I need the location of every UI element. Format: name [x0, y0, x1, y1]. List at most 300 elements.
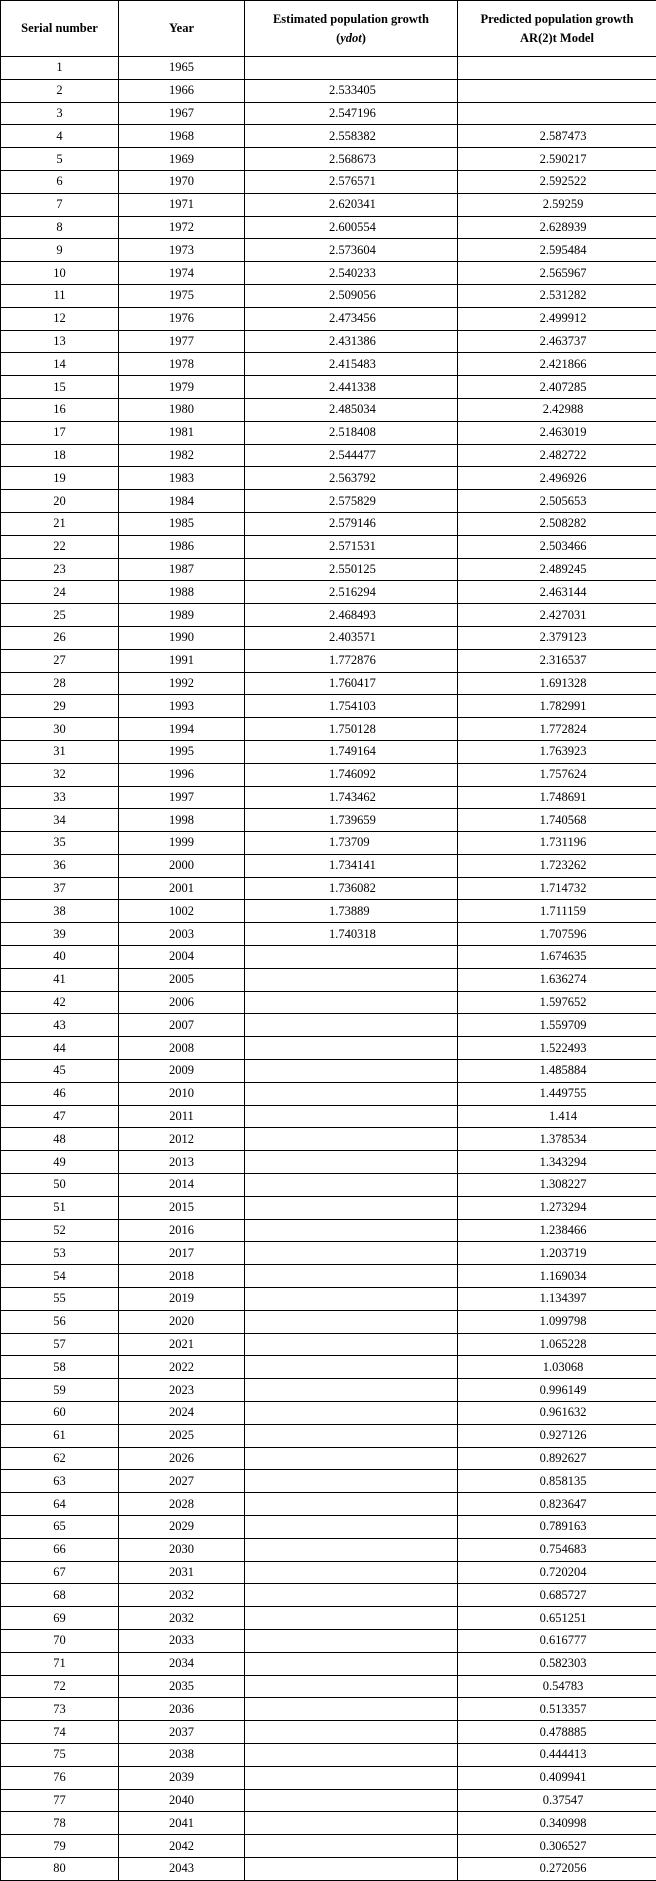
- table-row: [1, 649, 656, 672]
- cell-serial-number: 13: [1, 330, 119, 353]
- table-row: [1, 535, 656, 558]
- cell-predicted-growth: [458, 57, 656, 80]
- cell-year: 1982: [119, 444, 245, 467]
- cell-predicted-growth: 1.065228: [458, 1333, 656, 1356]
- cell-predicted-growth: 0.892627: [458, 1447, 656, 1470]
- cell-year: 2003: [119, 923, 245, 946]
- cell-predicted-growth: 2.595484: [458, 239, 656, 262]
- cell-predicted-growth: 2.505653: [458, 490, 656, 513]
- table-row: [1, 740, 656, 763]
- cell-estimated-growth: [245, 57, 458, 80]
- cell-year: 1970: [119, 170, 245, 193]
- header-estimated-symbol-wrap: (ydot): [336, 31, 366, 45]
- cell-predicted-growth: 1.691328: [458, 672, 656, 695]
- cell-serial-number: 41: [1, 968, 119, 991]
- cell-estimated-growth: [245, 1174, 458, 1197]
- cell-predicted-growth: 2.587473: [458, 125, 656, 148]
- cell-serial-number: 30: [1, 718, 119, 741]
- table-row: [1, 148, 656, 171]
- cell-serial-number: 76: [1, 1766, 119, 1789]
- cell-estimated-growth: 2.403571: [245, 626, 458, 649]
- table-row: [1, 1516, 656, 1539]
- cell-serial-number: 21: [1, 512, 119, 535]
- cell-predicted-growth: 1.449755: [458, 1082, 656, 1105]
- table-row: [1, 877, 656, 900]
- cell-serial-number: 32: [1, 763, 119, 786]
- cell-estimated-growth: 2.568673: [245, 148, 458, 171]
- cell-estimated-growth: 1.734141: [245, 854, 458, 877]
- cell-year: 1985: [119, 512, 245, 535]
- table-row: [1, 1812, 656, 1835]
- table-row: [1, 991, 656, 1014]
- table-row: [1, 125, 656, 148]
- cell-year: 2022: [119, 1356, 245, 1379]
- cell-year: 2029: [119, 1516, 245, 1539]
- header-estimated-symbol: ydot: [340, 31, 362, 45]
- cell-estimated-growth: [245, 1584, 458, 1607]
- table-row: [1, 1174, 656, 1197]
- cell-predicted-growth: 2.316537: [458, 649, 656, 672]
- cell-serial-number: 2: [1, 79, 119, 102]
- cell-predicted-growth: 0.409941: [458, 1766, 656, 1789]
- table-row: [1, 1538, 656, 1561]
- cell-predicted-growth: 2.590217: [458, 148, 656, 171]
- cell-estimated-growth: [245, 1219, 458, 1242]
- table-body: [1, 57, 656, 1881]
- cell-year: 2018: [119, 1265, 245, 1288]
- cell-estimated-growth: 2.518408: [245, 421, 458, 444]
- cell-year: 2042: [119, 1835, 245, 1858]
- table-row: [1, 1470, 656, 1493]
- cell-estimated-growth: [245, 1379, 458, 1402]
- cell-estimated-growth: [245, 991, 458, 1014]
- cell-serial-number: 72: [1, 1675, 119, 1698]
- cell-year: 1973: [119, 239, 245, 262]
- cell-year: 1969: [119, 148, 245, 171]
- cell-predicted-growth: 0.513357: [458, 1698, 656, 1721]
- cell-serial-number: 70: [1, 1629, 119, 1652]
- table-row: [1, 57, 656, 80]
- cell-serial-number: 37: [1, 877, 119, 900]
- cell-predicted-growth: 1.378534: [458, 1128, 656, 1151]
- table-row: [1, 79, 656, 102]
- cell-year: 1966: [119, 79, 245, 102]
- cell-year: 2025: [119, 1424, 245, 1447]
- cell-serial-number: 54: [1, 1265, 119, 1288]
- cell-year: 1979: [119, 376, 245, 399]
- cell-estimated-growth: 1.73709: [245, 832, 458, 855]
- cell-serial-number: 38: [1, 900, 119, 923]
- cell-estimated-growth: 2.516294: [245, 581, 458, 604]
- cell-predicted-growth: 0.789163: [458, 1516, 656, 1539]
- cell-serial-number: 27: [1, 649, 119, 672]
- cell-estimated-growth: [245, 1675, 458, 1698]
- table-row: [1, 1356, 656, 1379]
- cell-serial-number: 49: [1, 1151, 119, 1174]
- cell-serial-number: 9: [1, 239, 119, 262]
- cell-predicted-growth: 1.740568: [458, 809, 656, 832]
- cell-serial-number: 14: [1, 353, 119, 376]
- cell-predicted-growth: 0.340998: [458, 1812, 656, 1835]
- table-row: [1, 1310, 656, 1333]
- cell-year: 2039: [119, 1766, 245, 1789]
- cell-year: 1995: [119, 740, 245, 763]
- cell-estimated-growth: [245, 1333, 458, 1356]
- cell-predicted-growth: 1.273294: [458, 1196, 656, 1219]
- table-row: [1, 558, 656, 581]
- cell-serial-number: 73: [1, 1698, 119, 1721]
- cell-estimated-growth: [245, 1265, 458, 1288]
- cell-estimated-growth: 2.533405: [245, 79, 458, 102]
- cell-predicted-growth: 0.754683: [458, 1538, 656, 1561]
- cell-estimated-growth: [245, 1037, 458, 1060]
- cell-year: 1984: [119, 490, 245, 513]
- table-row: [1, 763, 656, 786]
- cell-serial-number: 44: [1, 1037, 119, 1060]
- table-row: [1, 1675, 656, 1698]
- cell-year: 2032: [119, 1584, 245, 1607]
- cell-year: 1999: [119, 832, 245, 855]
- table-row: [1, 1424, 656, 1447]
- cell-serial-number: 55: [1, 1288, 119, 1311]
- cell-predicted-growth: 1.711159: [458, 900, 656, 923]
- cell-estimated-growth: 1.73889: [245, 900, 458, 923]
- cell-serial-number: 68: [1, 1584, 119, 1607]
- cell-serial-number: 24: [1, 581, 119, 604]
- cell-serial-number: 1: [1, 57, 119, 80]
- cell-year: 1989: [119, 604, 245, 627]
- cell-year: 2030: [119, 1538, 245, 1561]
- cell-estimated-growth: [245, 1196, 458, 1219]
- cell-predicted-growth: 2.427031: [458, 604, 656, 627]
- cell-estimated-growth: 2.576571: [245, 170, 458, 193]
- table-row: [1, 695, 656, 718]
- table-row: [1, 1766, 656, 1789]
- cell-predicted-growth: 1.674635: [458, 946, 656, 969]
- table-row: [1, 1857, 656, 1880]
- table-row: [1, 1333, 656, 1356]
- table-row: [1, 923, 656, 946]
- cell-predicted-growth: 1.099798: [458, 1310, 656, 1333]
- table-row: [1, 809, 656, 832]
- cell-estimated-growth: [245, 1766, 458, 1789]
- cell-serial-number: 7: [1, 193, 119, 216]
- cell-serial-number: 33: [1, 786, 119, 809]
- cell-predicted-growth: 1.343294: [458, 1151, 656, 1174]
- cell-serial-number: 46: [1, 1082, 119, 1105]
- header-predicted-growth: [458, 1, 656, 57]
- cell-predicted-growth: 1.559709: [458, 1014, 656, 1037]
- cell-predicted-growth: 0.720204: [458, 1561, 656, 1584]
- table-row: [1, 1288, 656, 1311]
- cell-predicted-growth: 1.169034: [458, 1265, 656, 1288]
- cell-estimated-growth: 2.547196: [245, 102, 458, 125]
- cell-serial-number: 51: [1, 1196, 119, 1219]
- cell-year: 2001: [119, 877, 245, 900]
- header-predicted-model: AR(2)t Model: [520, 31, 594, 45]
- cell-year: 2024: [119, 1402, 245, 1425]
- table-header: [1, 1, 656, 57]
- table-row: [1, 1629, 656, 1652]
- cell-estimated-growth: 1.743462: [245, 786, 458, 809]
- cell-year: 1991: [119, 649, 245, 672]
- cell-estimated-growth: [245, 946, 458, 969]
- cell-serial-number: 47: [1, 1105, 119, 1128]
- cell-estimated-growth: [245, 1356, 458, 1379]
- cell-estimated-growth: 2.468493: [245, 604, 458, 627]
- cell-estimated-growth: [245, 1470, 458, 1493]
- cell-year: 1996: [119, 763, 245, 786]
- cell-estimated-growth: [245, 1743, 458, 1766]
- cell-year: 2014: [119, 1174, 245, 1197]
- table-row: [1, 102, 656, 125]
- table-row: [1, 330, 656, 353]
- cell-predicted-growth: 1.597652: [458, 991, 656, 1014]
- cell-estimated-growth: [245, 1060, 458, 1083]
- cell-predicted-growth: 1.723262: [458, 854, 656, 877]
- cell-estimated-growth: [245, 1835, 458, 1858]
- table-row: [1, 1037, 656, 1060]
- cell-predicted-growth: 0.996149: [458, 1379, 656, 1402]
- cell-estimated-growth: 2.441338: [245, 376, 458, 399]
- cell-serial-number: 29: [1, 695, 119, 718]
- cell-predicted-growth: 2.531282: [458, 284, 656, 307]
- cell-predicted-growth: 2.565967: [458, 262, 656, 285]
- table-row: [1, 1105, 656, 1128]
- cell-predicted-growth: 2.463737: [458, 330, 656, 353]
- table-row: [1, 1561, 656, 1584]
- cell-predicted-growth: 1.485884: [458, 1060, 656, 1083]
- cell-serial-number: 78: [1, 1812, 119, 1835]
- cell-year: 2033: [119, 1629, 245, 1652]
- cell-serial-number: 25: [1, 604, 119, 627]
- table-row: [1, 353, 656, 376]
- cell-estimated-growth: [245, 1538, 458, 1561]
- table-row: [1, 1082, 656, 1105]
- cell-predicted-growth: 2.421866: [458, 353, 656, 376]
- cell-year: 1002: [119, 900, 245, 923]
- table-row: [1, 832, 656, 855]
- cell-estimated-growth: 2.415483: [245, 353, 458, 376]
- cell-serial-number: 60: [1, 1402, 119, 1425]
- table-row: [1, 239, 656, 262]
- cell-predicted-growth: 1.772824: [458, 718, 656, 741]
- cell-predicted-growth: 1.203719: [458, 1242, 656, 1265]
- cell-year: 1967: [119, 102, 245, 125]
- cell-serial-number: 19: [1, 467, 119, 490]
- cell-predicted-growth: 2.496926: [458, 467, 656, 490]
- cell-year: 2019: [119, 1288, 245, 1311]
- table-row: [1, 170, 656, 193]
- cell-year: 1993: [119, 695, 245, 718]
- cell-year: 2031: [119, 1561, 245, 1584]
- cell-estimated-growth: 1.750128: [245, 718, 458, 741]
- cell-predicted-growth: 1.636274: [458, 968, 656, 991]
- cell-year: 1980: [119, 398, 245, 421]
- cell-serial-number: 10: [1, 262, 119, 285]
- header-estimated-label: Estimated population growth: [273, 12, 429, 26]
- cell-year: 2005: [119, 968, 245, 991]
- table-row: [1, 1743, 656, 1766]
- cell-estimated-growth: 1.772876: [245, 649, 458, 672]
- table-row: [1, 1379, 656, 1402]
- cell-year: 1997: [119, 786, 245, 809]
- cell-serial-number: 26: [1, 626, 119, 649]
- cell-predicted-growth: 1.707596: [458, 923, 656, 946]
- cell-serial-number: 22: [1, 535, 119, 558]
- cell-estimated-growth: [245, 968, 458, 991]
- header-serial-number: Serial number: [1, 1, 119, 57]
- cell-serial-number: 74: [1, 1721, 119, 1744]
- cell-estimated-growth: [245, 1424, 458, 1447]
- cell-year: 2007: [119, 1014, 245, 1037]
- cell-year: 2016: [119, 1219, 245, 1242]
- cell-serial-number: 6: [1, 170, 119, 193]
- table-row: [1, 1584, 656, 1607]
- table-row: [1, 1242, 656, 1265]
- cell-estimated-growth: [245, 1561, 458, 1584]
- cell-year: 1968: [119, 125, 245, 148]
- cell-serial-number: 43: [1, 1014, 119, 1037]
- cell-serial-number: 64: [1, 1493, 119, 1516]
- cell-predicted-growth: 2.592522: [458, 170, 656, 193]
- cell-predicted-growth: 2.379123: [458, 626, 656, 649]
- cell-predicted-growth: 1.03068: [458, 1356, 656, 1379]
- cell-predicted-growth: 1.414: [458, 1105, 656, 1128]
- table-row: [1, 307, 656, 330]
- table-row: [1, 1265, 656, 1288]
- cell-serial-number: 71: [1, 1652, 119, 1675]
- cell-year: 1981: [119, 421, 245, 444]
- cell-year: 2012: [119, 1128, 245, 1151]
- cell-estimated-growth: 1.746092: [245, 763, 458, 786]
- cell-estimated-growth: 2.558382: [245, 125, 458, 148]
- cell-year: 2038: [119, 1743, 245, 1766]
- cell-estimated-growth: 2.579146: [245, 512, 458, 535]
- table-row: [1, 604, 656, 627]
- cell-year: 1983: [119, 467, 245, 490]
- cell-predicted-growth: 0.582303: [458, 1652, 656, 1675]
- cell-estimated-growth: 2.550125: [245, 558, 458, 581]
- header-predicted-label: Predicted population growth: [480, 12, 633, 26]
- cell-estimated-growth: 1.740318: [245, 923, 458, 946]
- cell-serial-number: 80: [1, 1857, 119, 1880]
- cell-estimated-growth: [245, 1105, 458, 1128]
- cell-estimated-growth: 2.473456: [245, 307, 458, 330]
- cell-year: 2004: [119, 946, 245, 969]
- table-row: [1, 398, 656, 421]
- cell-predicted-growth: 2.489245: [458, 558, 656, 581]
- cell-predicted-growth: 1.782991: [458, 695, 656, 718]
- cell-predicted-growth: 0.272056: [458, 1857, 656, 1880]
- cell-predicted-growth: 2.59259: [458, 193, 656, 216]
- cell-estimated-growth: [245, 1812, 458, 1835]
- cell-predicted-growth: 0.54783: [458, 1675, 656, 1698]
- cell-predicted-growth: 1.748691: [458, 786, 656, 809]
- cell-predicted-growth: 2.628939: [458, 216, 656, 239]
- cell-serial-number: 57: [1, 1333, 119, 1356]
- cell-year: 2013: [119, 1151, 245, 1174]
- cell-year: 1974: [119, 262, 245, 285]
- cell-estimated-growth: 2.575829: [245, 490, 458, 513]
- cell-serial-number: 52: [1, 1219, 119, 1242]
- cell-year: 2000: [119, 854, 245, 877]
- cell-year: 2041: [119, 1812, 245, 1835]
- cell-serial-number: 31: [1, 740, 119, 763]
- cell-year: 2032: [119, 1607, 245, 1630]
- table-row: [1, 262, 656, 285]
- cell-year: 2036: [119, 1698, 245, 1721]
- cell-estimated-growth: [245, 1607, 458, 1630]
- table-row: [1, 490, 656, 513]
- cell-year: 2015: [119, 1196, 245, 1219]
- cell-predicted-growth: 0.823647: [458, 1493, 656, 1516]
- table-row: [1, 1128, 656, 1151]
- cell-predicted-growth: 1.308227: [458, 1174, 656, 1197]
- cell-predicted-growth: [458, 102, 656, 125]
- cell-estimated-growth: 2.509056: [245, 284, 458, 307]
- cell-year: 1975: [119, 284, 245, 307]
- cell-year: 1990: [119, 626, 245, 649]
- cell-serial-number: 11: [1, 284, 119, 307]
- cell-serial-number: 39: [1, 923, 119, 946]
- cell-predicted-growth: 1.763923: [458, 740, 656, 763]
- cell-estimated-growth: 2.563792: [245, 467, 458, 490]
- cell-year: 2027: [119, 1470, 245, 1493]
- cell-serial-number: 62: [1, 1447, 119, 1470]
- table-row: [1, 854, 656, 877]
- table-row: [1, 1789, 656, 1812]
- cell-estimated-growth: [245, 1082, 458, 1105]
- table-row: [1, 672, 656, 695]
- cell-estimated-growth: 1.754103: [245, 695, 458, 718]
- cell-estimated-growth: [245, 1698, 458, 1721]
- cell-serial-number: 15: [1, 376, 119, 399]
- table-row: [1, 946, 656, 969]
- cell-serial-number: 53: [1, 1242, 119, 1265]
- cell-serial-number: 69: [1, 1607, 119, 1630]
- cell-estimated-growth: [245, 1014, 458, 1037]
- table-row: [1, 581, 656, 604]
- cell-serial-number: 77: [1, 1789, 119, 1812]
- cell-estimated-growth: 1.749164: [245, 740, 458, 763]
- table-row: [1, 512, 656, 535]
- cell-estimated-growth: [245, 1629, 458, 1652]
- table-row: [1, 467, 656, 490]
- cell-estimated-growth: [245, 1128, 458, 1151]
- cell-serial-number: 59: [1, 1379, 119, 1402]
- table-row: [1, 1196, 656, 1219]
- table-row: [1, 1447, 656, 1470]
- cell-predicted-growth: 0.858135: [458, 1470, 656, 1493]
- cell-predicted-growth: 0.616777: [458, 1629, 656, 1652]
- cell-year: 2023: [119, 1379, 245, 1402]
- table-row: [1, 1219, 656, 1242]
- cell-estimated-growth: 2.544477: [245, 444, 458, 467]
- table-row: [1, 1721, 656, 1744]
- cell-predicted-growth: 1.238466: [458, 1219, 656, 1242]
- cell-year: 2040: [119, 1789, 245, 1812]
- cell-predicted-growth: 2.503466: [458, 535, 656, 558]
- cell-year: 2034: [119, 1652, 245, 1675]
- cell-estimated-growth: [245, 1288, 458, 1311]
- cell-year: 1987: [119, 558, 245, 581]
- cell-year: 1976: [119, 307, 245, 330]
- table-row: [1, 626, 656, 649]
- table-row: [1, 284, 656, 307]
- cell-serial-number: 67: [1, 1561, 119, 1584]
- cell-year: 2017: [119, 1242, 245, 1265]
